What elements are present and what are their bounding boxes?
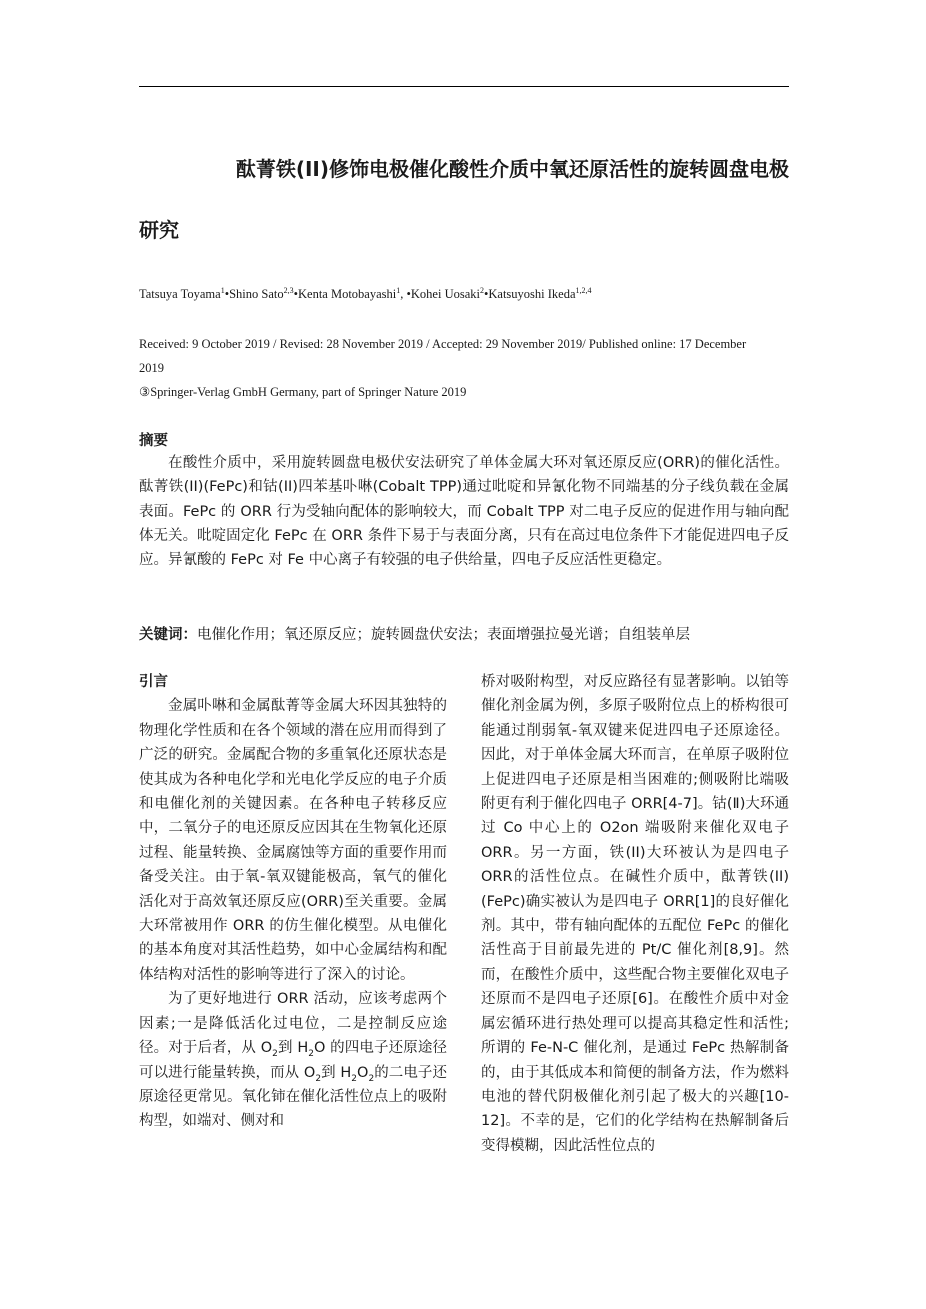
right-column bbox=[481, 670, 789, 1158]
title-line-1: 酞菁铁(II)修饰电极催化酸性介质中氧还原活性的旋转圆盘电极 bbox=[235, 157, 789, 181]
keywords-text: 电催化作用；氧还原反应；旋转圆盘伏安法；表面增强拉曼光谱；自组装单层 bbox=[197, 627, 690, 643]
author-name: Kenta Motobayashi bbox=[298, 287, 397, 301]
text-run: 的二电子还原途径更常见。氧化铈在催化活性位点上的吸附构型，如端对、侧对和 bbox=[139, 1064, 448, 1130]
author-separator: • bbox=[224, 287, 230, 301]
author-separator: , • bbox=[400, 287, 411, 301]
subscript: 2 bbox=[308, 1048, 314, 1059]
author-affiliation: 1 bbox=[396, 285, 401, 295]
author-separator: • bbox=[293, 287, 298, 301]
copyright-notice: ③Springer-Verlag GmbH Germany, part of Springer Nature 2019 bbox=[139, 385, 467, 399]
subscript: 2 bbox=[368, 1073, 375, 1084]
subscript: 2 bbox=[272, 1048, 278, 1059]
keywords-label: 关键词： bbox=[139, 627, 197, 643]
abstract-text: 在酸性介质中，采用旋转圆盘电极伏安法研究了单体金属大环对氧还原反应(ORR)的催化活性。酞菁铁(II)(FePc)和钴(II)四苯基卟啉(Cobalt TPP)通过吡啶和异氰化物不同端基的分子线负载在金属表面。FePc 的 ORR 行为受轴向配体的影响较大，而 Cobalt TPP 对二电子反应的促进作用与轴向配体无关。吡啶固定化 FePc 在 ORR 条件下易于与表面分离，只有在高过电位条件下才能促进四电子反应。异氰酸的 FePc 对 Fe 中心离子有较强的电子供给量，四电子反应活性更稳定。 bbox=[139, 455, 789, 569]
title-line-2: 研究 bbox=[139, 218, 179, 242]
author-name: Katsuyoshi Ikeda bbox=[488, 287, 576, 301]
intro-paragraph-1: 金属卟啉和金属酞菁等金属大环因其独特的物理化学性质和在各个领域的潜在应用而得到了广泛的研究。金属配合物的多重氧化还原状态是使其成为各种电化学和光电化学反应的电子介质和电催化剂的关键因素。在各种电子转移反应中，二氧分子的电还原反应因其在生物氧化还原过程、能量转换、金属腐蚀等方面的重要作用而备受关注。由于氧-氧双键能极高，氧气的催化活化对于高效氧还原反应(ORR)至关重要。金属大环常被用作 ORR 的仿生催化模型。从电催化的基本角度对其活性趋势，如中心金属结构和配体结构对活性的影响等进行了深入的讨论。 bbox=[139, 698, 447, 983]
author-name: Tatsuya Toyama bbox=[139, 287, 221, 301]
author-affiliation: 2,3 bbox=[283, 285, 294, 295]
text-run: O 的四电子还原途径可以进行能量转换，而从 O bbox=[139, 1040, 448, 1081]
subscript: 2 bbox=[351, 1073, 358, 1084]
keywords-line bbox=[139, 623, 789, 647]
left-column bbox=[139, 670, 447, 1134]
header-rule bbox=[139, 86, 789, 87]
abstract-heading: 摘要 bbox=[139, 433, 168, 449]
intro-paragraph-2 bbox=[139, 987, 447, 1133]
author-affiliation: 1 bbox=[220, 285, 225, 295]
text-run: 到 H bbox=[321, 1064, 352, 1081]
intro-paragraph-2-continued: 桥对吸附构型，对反应路径有显著影响。以铂等催化剂金属为例，多原子吸附位点上的桥构很可能通过削弱氧-氧双键来促进四电子还原途径。因此，对于单体金属大环而言，在单原子吸附位上促进四电子还原是相当困难的;侧吸附比端吸附更有利于催化四电子 ORR[4-7]。钴(Ⅱ)大环通过 Co 中心上的 O2on 端吸附来催化双电子 ORR。另一方面，铁(II)大环被认为是四电子ORR的活性位点。在碱性介质中，酞菁铁(II)(FePc)确实被认为是四电子 ORR[1]的良好催化剂。其中，带有轴向配体的五配位 FePc 的催化活性高于目前最先进的 Pt/C 催化剂[8,9]。然而，在酸性介质中，这些配合物主要催化双电子还原而不是四电子还原[6]。在酸性介质中对金属宏循环进行热处理可以提高其稳定性和活性;所谓的 Fe-N-C 催化剂，是通过 FePc 热解制备的，由于其低成本和简便的制备方法，作为燃料电池的替代阴极催化剂引起了极大的兴趣[10-12]。不幸的是，它们的化学结构在热解制备后变得模糊，因此活性位点的 bbox=[481, 674, 789, 1154]
author-name: Shino Sato bbox=[229, 287, 284, 301]
author-affiliation: 2 bbox=[479, 285, 484, 295]
author-name: Kohei Uosaki bbox=[410, 287, 480, 301]
text-run: 到 H bbox=[277, 1040, 309, 1057]
author-list bbox=[139, 286, 789, 302]
publication-dates: Received: 9 October 2019 / Revised: 28 November 2019 / Accepted: 29 November 2019/ Published online: 17 December 2019 bbox=[139, 337, 747, 375]
subscript: 2 bbox=[315, 1073, 322, 1084]
author-separator: • bbox=[483, 287, 489, 301]
text-run: O bbox=[357, 1064, 369, 1081]
text-run: 为了更好地进行 ORR 活动，应该考虑两个因素;一是降低活化过电位，二是控制反应途径。对于后者，从 O bbox=[139, 991, 447, 1057]
intro-heading: 引言 bbox=[139, 674, 168, 690]
author-affiliation: 1,2,4 bbox=[575, 285, 592, 295]
